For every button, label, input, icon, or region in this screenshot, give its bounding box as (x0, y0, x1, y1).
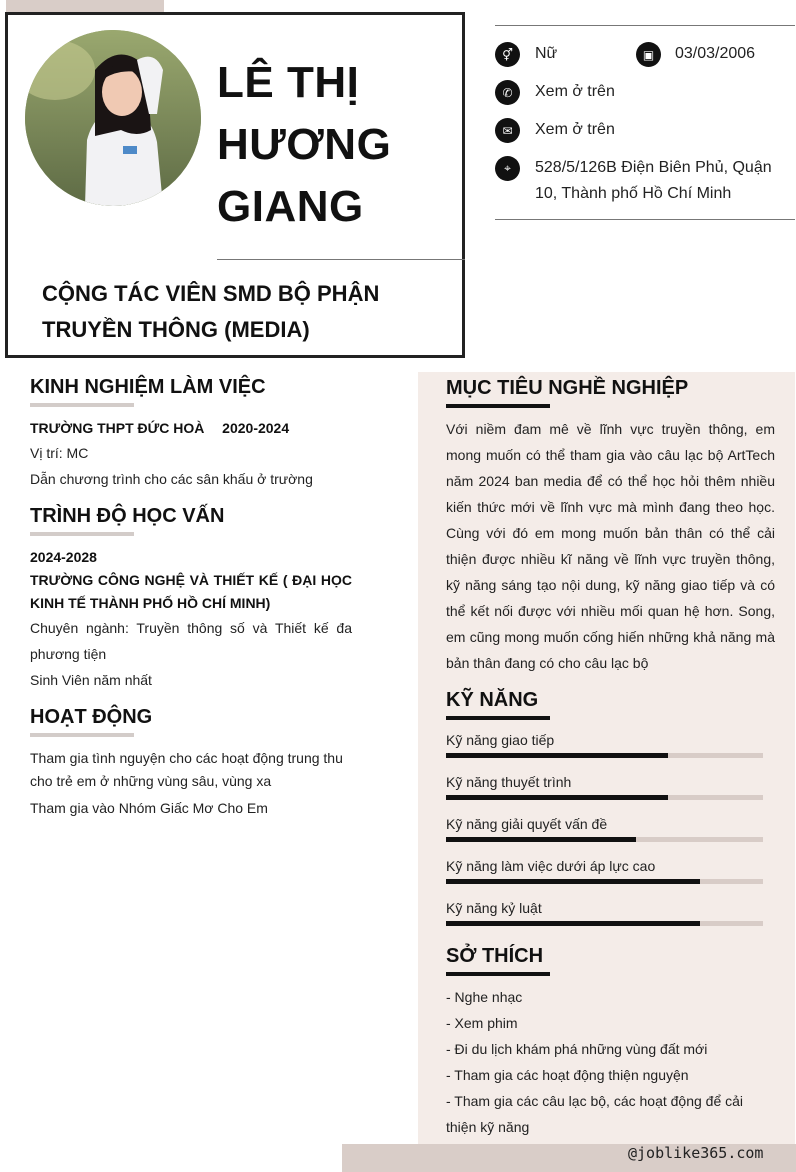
hobby-item: - Đi du lịch khám phá những vùng đất mới (446, 1041, 708, 1057)
job-title-line-1: CỘNG TÁC VIÊN SMD BỘ PHẬN (42, 281, 380, 306)
watermark: @joblike365.com (628, 1144, 764, 1162)
experience-description: Dẫn chương trình cho các sân khấu ở trường (30, 471, 313, 487)
phone-icon: ✆ (495, 80, 520, 105)
skill-row (446, 772, 775, 800)
experience-title: KINH NGHIỆM LÀM VIỆC (30, 376, 266, 398)
skill-bar-fill (446, 837, 636, 842)
hobby-item: - Xem phim (446, 1015, 518, 1031)
gender-value: Nữ (535, 45, 558, 62)
education-title: TRÌNH ĐỘ HỌC VẤN (30, 505, 225, 527)
name-line-1: LÊ THỊ (217, 58, 360, 107)
skills-list (446, 730, 775, 926)
hobbies-underline (446, 972, 550, 976)
address-value (535, 155, 795, 207)
skill-row (446, 730, 775, 758)
name-divider (217, 259, 465, 260)
experience-heading (30, 417, 360, 440)
skill-bar-track (446, 921, 763, 926)
hobby-item: - Tham gia các hoạt động thiện nguyện (446, 1067, 689, 1083)
objective-text: Với niềm đam mê về lĩnh vực truyền thông, em mong muốn có thể tham gia vào câu lạc bộ ArtTech năm 2024 ban media để có thể học hỏi thêm nhiều kiến thức mới về lĩnh vực mà mình đang theo học. Cùng với đó em mong muốn bản thân có thể cải thiện được nhiều kĩ năng về lĩnh vực truyền thông, kỹ năng sáng tạo nội dung, kỹ năng giao tiếp và có thể kết nối được với nhiều mối quan hệ hơn. Song, em cũng mong muốn cống hiến những khả năng mà bản thân đang có cho câu lạc bộ (446, 421, 775, 671)
skill-row (446, 898, 775, 926)
skill-bar-track (446, 879, 763, 884)
experience-position: Vị trí: MC (30, 445, 89, 461)
education-underline (30, 532, 134, 536)
skill-row (446, 814, 775, 842)
skill-label: Kỹ năng làm việc dưới áp lực cao (446, 858, 656, 874)
skill-bar-fill (446, 753, 668, 758)
activities-underline (30, 733, 134, 737)
dob-value: 03/03/2006 (675, 45, 756, 62)
skill-label: Kỹ năng giải quyết vấn đề (446, 816, 608, 832)
email-icon: ✉ (495, 118, 520, 143)
calendar-icon: ▣ (636, 42, 661, 67)
gender-icon: ⚥ (495, 42, 520, 67)
objective-title: MỤC TIÊU NGHỀ NGHIỆP (446, 377, 689, 399)
skill-bar-track (446, 795, 763, 800)
activity-item: Tham gia vào Nhóm Giấc Mơ Cho Em (30, 800, 268, 816)
skill-bar-track (446, 753, 763, 758)
job-title-line-2: TRUYỀN THÔNG (MEDIA) (42, 317, 310, 342)
skill-bar-fill (446, 795, 668, 800)
experience-org: TRƯỜNG THPT ĐỨC HOÀ (30, 420, 205, 436)
email-value: Xem ở trên (535, 121, 615, 138)
location-icon: ⌖ (495, 156, 520, 181)
skill-label: Kỹ năng giao tiếp (446, 732, 555, 748)
profile-photo (25, 30, 201, 206)
right-column (446, 374, 775, 1140)
name-line-2: HƯƠNG (217, 120, 392, 169)
hobbies-title: SỞ THÍCH (446, 945, 544, 967)
education-years: 2024-2028 (30, 549, 97, 565)
skills-underline (446, 716, 550, 720)
skill-row (446, 856, 775, 884)
education-major: Chuyên ngành: Truyền thông số và Thiết kế đa phương tiện (30, 620, 352, 662)
address-line-2: 10, Thành phố Hồ Chí Minh (535, 185, 732, 202)
candidate-name (217, 52, 457, 238)
experience-years: 2020-2024 (222, 420, 290, 436)
experience-underline (30, 403, 134, 407)
left-column (30, 373, 360, 820)
hobby-item: - Nghe nhạc (446, 989, 523, 1005)
contact-divider-top (495, 25, 795, 26)
education-school: TRƯỜNG CÔNG NGHỆ VÀ THIẾT KẾ ( ĐẠI HỌC KINH TẾ THÀNH PHỐ HỒ CHÍ MINH) (30, 572, 352, 611)
skills-title: KỸ NĂNG (446, 689, 539, 711)
skill-bar-track (446, 837, 763, 842)
skill-label: Kỹ năng kỷ luật (446, 900, 542, 916)
objective-underline (446, 404, 550, 408)
activity-item: Tham gia tình nguyện cho các hoạt động trung thu cho trẻ em ở những vùng sâu, vùng xa (30, 750, 343, 789)
job-title (42, 276, 442, 348)
address-line-1: 528/5/126B Điện Biên Phủ, Quận (535, 159, 772, 176)
activities-title: HOẠT ĐỘNG (30, 706, 153, 728)
skill-bar-fill (446, 921, 700, 926)
skill-bar-fill (446, 879, 700, 884)
skill-label: Kỹ năng thuyết trình (446, 774, 572, 790)
hobby-item: - Tham gia các câu lạc bộ, các hoạt động để cải thiện kỹ năng (446, 1093, 744, 1135)
name-line-3: GIANG (217, 182, 364, 231)
phone-value: Xem ở trên (535, 83, 615, 100)
education-status: Sinh Viên năm nhất (30, 672, 152, 688)
contact-divider-bottom (495, 219, 795, 220)
